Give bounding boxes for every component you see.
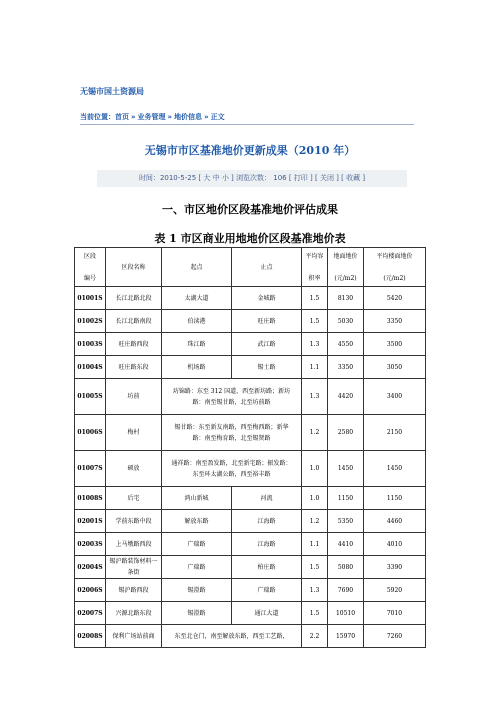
- cell-code: 02001S: [75, 510, 106, 533]
- breadcrumb-label: 当前位置：: [80, 113, 115, 121]
- cell-floor-price: 7260: [364, 625, 426, 648]
- font-size-small-link[interactable]: 小: [221, 174, 229, 182]
- cell-code: 01002S: [75, 310, 106, 333]
- land-price-table: [74, 247, 426, 648]
- cell-name: 上马墩路西段: [106, 533, 162, 556]
- cell-far: 1.3: [302, 333, 328, 356]
- cell-floor-price: 3390: [364, 556, 426, 579]
- cell-code: 01005S: [75, 379, 106, 415]
- cell-floor-price: 3500: [364, 333, 426, 356]
- cell-land-price: 5030: [328, 310, 364, 333]
- cell-name: 兴源北路东段: [106, 602, 162, 625]
- cell-end: 通江大道: [232, 602, 302, 625]
- cell-land-price: 15970: [328, 625, 364, 648]
- font-size-medium-link[interactable]: 中: [212, 174, 220, 182]
- cell-floor-price: 4010: [364, 533, 426, 556]
- cell-route: [162, 625, 302, 648]
- breadcrumb-link-land-price[interactable]: 地价信息: [174, 113, 203, 121]
- cell-name: 旺庄路西段: [106, 333, 162, 356]
- cell-end: 锡士路: [232, 356, 302, 379]
- cell-far: 1.1: [302, 533, 328, 556]
- cell-code: 02008S: [75, 625, 106, 648]
- cell-start: 解放东路: [162, 510, 232, 533]
- header-start: 起点: [162, 248, 232, 287]
- header-land-price: 地面地价 (元/m2): [328, 248, 364, 287]
- cell-land-price: 4410: [328, 533, 364, 556]
- table-caption: 表 1 市区商业用地地价区段基准地价表: [154, 232, 346, 245]
- route-line: 东至环太湖公路，西至裕丰路: [192, 470, 271, 478]
- table-row: [75, 625, 426, 648]
- cell-code: 01003S: [75, 333, 106, 356]
- cell-route: [162, 451, 302, 487]
- table-row: [75, 415, 426, 451]
- cell-far: 1.0: [302, 487, 328, 510]
- route-line: 东至北仓门，南至解放东路，西至工艺路，: [174, 632, 289, 640]
- cell-far: 1.1: [302, 356, 328, 379]
- breadcrumb-current: 正文: [210, 113, 225, 121]
- cell-end: 江海路: [232, 510, 302, 533]
- cell-start: 机场路: [162, 356, 232, 379]
- cell-floor-price: 3050: [364, 356, 426, 379]
- cell-start: 广瑞路: [162, 556, 232, 579]
- table-row: [75, 510, 426, 533]
- cell-far: 1.5: [302, 287, 328, 310]
- cell-land-price: 1450: [328, 451, 364, 487]
- cell-land-price: 4550: [328, 333, 364, 356]
- cell-name: 锡沪路西段: [106, 579, 162, 602]
- cell-floor-price: 2150: [364, 415, 426, 451]
- breadcrumb-separator: »: [131, 113, 136, 121]
- cell-start: 太湖大道: [162, 287, 232, 310]
- route-line: 坊锦路：东至 312 国道，西至新坊路；新坊: [172, 387, 291, 395]
- cell-land-price: 4420: [328, 379, 364, 415]
- view-count: 106: [273, 174, 287, 182]
- table-row: [75, 533, 426, 556]
- cell-land-price: 8130: [328, 287, 364, 310]
- cell-code: 02007S: [75, 602, 106, 625]
- cell-name: 坊前: [106, 379, 162, 415]
- cell-end: 柏庄路: [232, 556, 302, 579]
- table-row: [75, 356, 426, 379]
- breadcrumb-separator: »: [204, 113, 209, 121]
- cell-floor-price: 4460: [364, 510, 426, 533]
- route-line: 通祥路：南至盈发路，北至新宅路；振发路：: [171, 459, 292, 467]
- table-row: [75, 602, 426, 625]
- cell-land-price: 2580: [328, 415, 364, 451]
- cell-name: 保利广场站前商: [106, 625, 162, 648]
- cell-floor-price: 3350: [364, 310, 426, 333]
- cell-far: 1.5: [302, 602, 328, 625]
- cell-start: 锡澄路: [162, 579, 232, 602]
- cell-start: 鸿山新城: [162, 487, 232, 510]
- cell-floor-price: 5920: [364, 579, 426, 602]
- cell-code: 01006S: [75, 415, 106, 451]
- cell-route: [162, 415, 302, 451]
- cell-floor-price: 7010: [364, 602, 426, 625]
- article-title: 无锡市市区基准地价更新成果（2010 年）: [144, 144, 356, 157]
- breadcrumb-link-home[interactable]: 首页: [115, 113, 129, 121]
- table-header-row: [75, 248, 426, 287]
- cell-far: 1.3: [302, 379, 328, 415]
- cell-code: 02003S: [75, 533, 106, 556]
- table-row: [75, 556, 426, 579]
- cell-land-price: 7690: [328, 579, 364, 602]
- favorite-link[interactable]: 收藏: [346, 174, 361, 182]
- cell-floor-price: 1150: [364, 487, 426, 510]
- cell-far: 1.0: [302, 451, 328, 487]
- breadcrumb-link-business[interactable]: 业务管理: [137, 113, 166, 121]
- time-label: 时间：: [138, 174, 160, 182]
- route-line: 路：南至锡甘路，北至坊前路: [192, 398, 271, 406]
- font-size-large-link[interactable]: 大: [203, 174, 211, 182]
- cell-land-price: 1150: [328, 487, 364, 510]
- breadcrumb: [80, 112, 225, 122]
- header-code: 区段 编号: [75, 248, 106, 287]
- cell-code: 01004S: [75, 356, 106, 379]
- cell-land-price: 5080: [328, 556, 364, 579]
- cell-name: 后宅: [106, 487, 162, 510]
- views-label: 浏览次数：: [236, 174, 272, 182]
- section-heading: 一、市区地价区段基准地价评估成果: [162, 203, 338, 216]
- route-line: 锡甘路：东至新友南路，西至梅西路；新华: [174, 423, 289, 431]
- cell-end: 旺庄路: [232, 310, 302, 333]
- table-row: [75, 451, 426, 487]
- table-row: [75, 487, 426, 510]
- divider: [80, 124, 414, 125]
- cell-start: 珠江路: [162, 333, 232, 356]
- cell-code: 02004S: [75, 556, 106, 579]
- cell-far: 2.2: [302, 625, 328, 648]
- header-name: 区段名称: [106, 248, 162, 287]
- cell-code: 01007S: [75, 451, 106, 487]
- table-row: [75, 379, 426, 415]
- cell-far: 1.3: [302, 579, 328, 602]
- cell-floor-price: 3400: [364, 379, 426, 415]
- cell-start: 伯渎港: [162, 310, 232, 333]
- cell-name: 长江北路南段: [106, 310, 162, 333]
- header-floor-price: 平均楼面地价 (元/m2): [364, 248, 426, 287]
- publish-date: 2010-5-25: [159, 174, 197, 182]
- cell-land-price: 5350: [328, 510, 364, 533]
- header-far: 平均容 积率: [302, 248, 328, 287]
- table-row: [75, 287, 426, 310]
- cell-far: 1.2: [302, 510, 328, 533]
- table-row: [75, 579, 426, 602]
- cell-name: 梅村: [106, 415, 162, 451]
- cell-code: 01001S: [75, 287, 106, 310]
- cell-code: 01008S: [75, 487, 106, 510]
- cell-end: 金城路: [232, 287, 302, 310]
- cell-end: 广瑞路: [232, 579, 302, 602]
- table-row: [75, 310, 426, 333]
- cell-code: 02006S: [75, 579, 106, 602]
- article-meta-bar: 时间：2010-5-25 [ 大 中 小 ] 浏览次数： 106 [ 打印 ] [ 关闭 ] [ 收藏 ]: [97, 170, 407, 187]
- cell-land-price: 3350: [328, 356, 364, 379]
- cell-name: 长江北路北段: [106, 287, 162, 310]
- table-row: [75, 333, 426, 356]
- cell-name: 锡沪路装饰材料一条街: [106, 556, 162, 579]
- site-title: 无锡市国土资源局: [80, 87, 144, 96]
- cell-end: 江海路: [232, 533, 302, 556]
- cell-start: 锡澄路: [162, 602, 232, 625]
- print-link[interactable]: 打印: [293, 174, 308, 182]
- cell-far: 1.5: [302, 556, 328, 579]
- cell-land-price: 10510: [328, 602, 364, 625]
- table-body: [75, 287, 426, 648]
- cell-name: 硕放: [106, 451, 162, 487]
- cell-floor-price: 5420: [364, 287, 426, 310]
- cell-start: 广瑞路: [162, 533, 232, 556]
- header-end: 止点: [232, 248, 302, 287]
- cell-name: 学前东路中段: [106, 510, 162, 533]
- cell-end: 武江路: [232, 333, 302, 356]
- route-line: 路：南至梅育路，北至锡贤路: [192, 434, 271, 442]
- cell-far: 1.2: [302, 415, 328, 451]
- cell-far: 1.5: [302, 310, 328, 333]
- cell-name: 旺庄路东段: [106, 356, 162, 379]
- breadcrumb-separator: »: [167, 113, 173, 121]
- cell-floor-price: 1450: [364, 451, 426, 487]
- cell-route: [162, 379, 302, 415]
- cell-end: 河流: [232, 487, 302, 510]
- close-link[interactable]: 关闭: [319, 174, 334, 182]
